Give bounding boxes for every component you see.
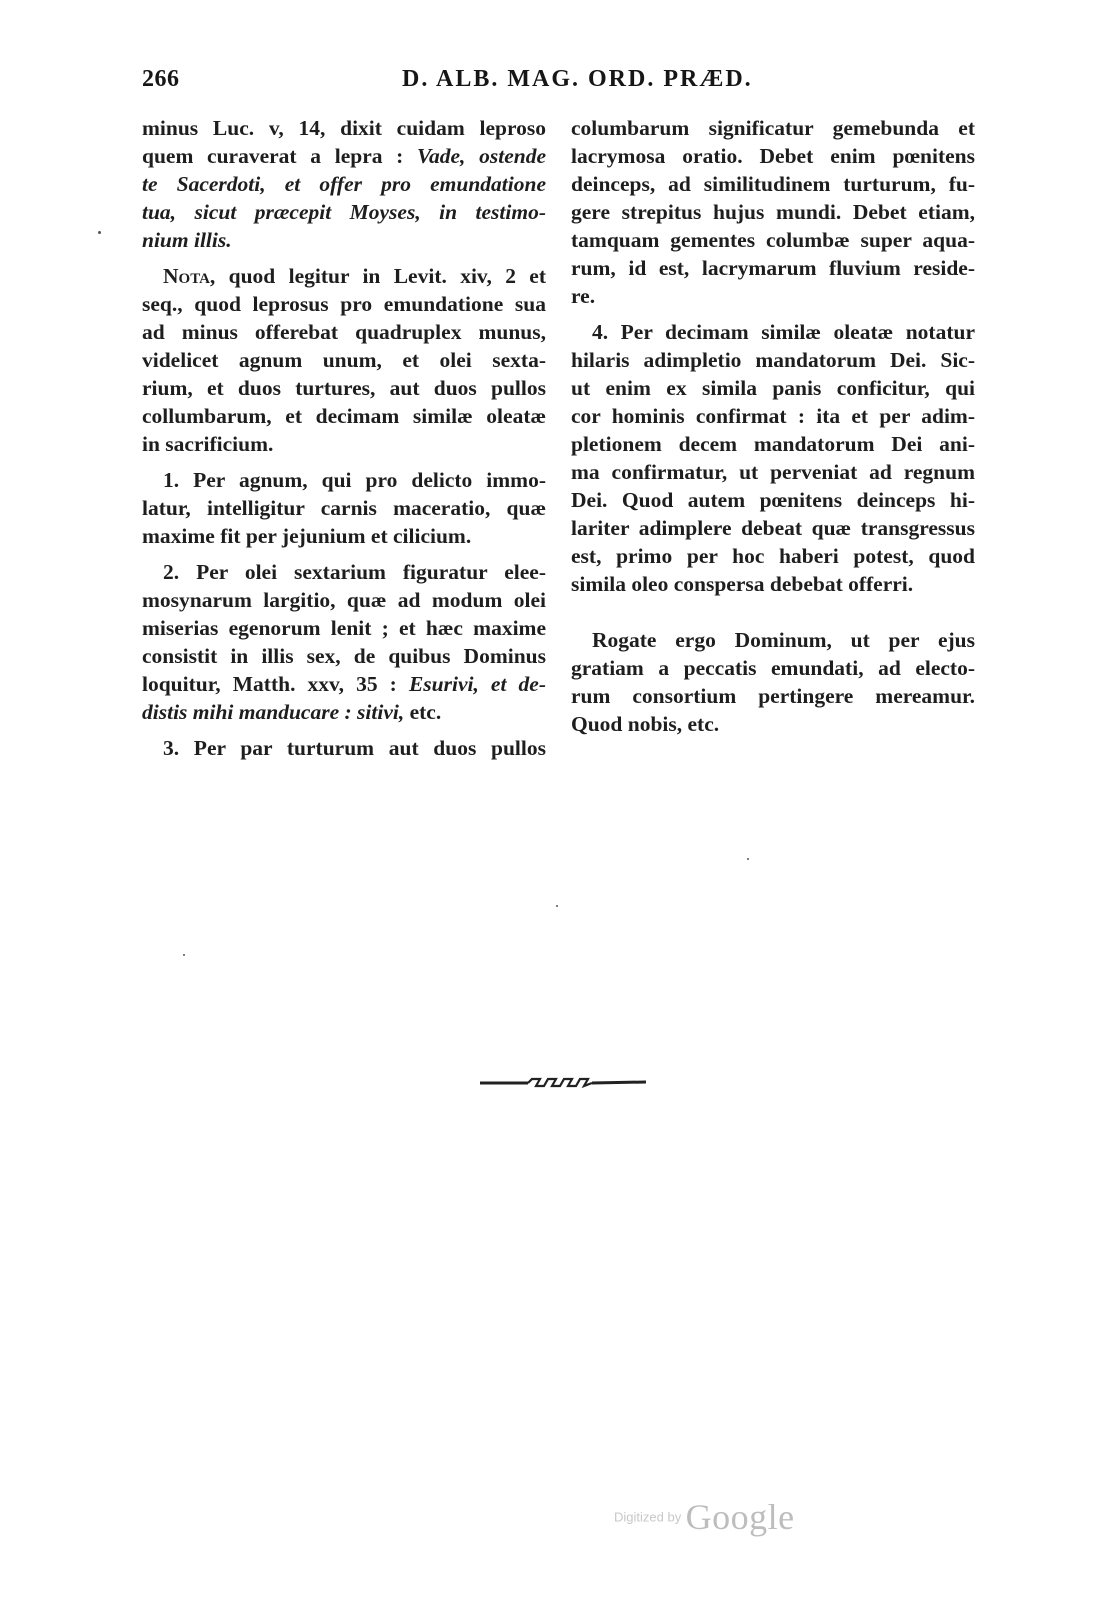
nota-label: Nota, xyxy=(163,264,216,288)
text-line: Nota, quod legitur in Levit. xiv, 2 et xyxy=(163,264,546,288)
text-line: deinceps, ad similitudinem turturum, fu- xyxy=(571,172,975,196)
text-line: rium, et duos turtures, aut duos pullos xyxy=(142,376,546,400)
text-line: latur, intelligitur carnis maceratio, quæ xyxy=(142,496,546,520)
text-line: pletionem decem mandatorum Dei ani- xyxy=(571,432,975,456)
text-line: simila oleo conspersa debebat offerri. xyxy=(571,572,914,596)
right-column xyxy=(571,114,975,738)
text-line: tua, sicut præcepit Moyses, in testimo- xyxy=(142,200,546,224)
text-line: distis mihi manducare : sitivi, etc. xyxy=(142,700,442,724)
text-line: minus Luc. v, 14, dixit cuidam leproso xyxy=(142,116,546,140)
text-line: nium illis. xyxy=(142,228,232,252)
text-line: seq., quod leprosus pro emundatione sua xyxy=(142,292,546,316)
text-line: cor hominis confirmat : ita et per adim- xyxy=(571,404,975,428)
digitized-by-google-watermark xyxy=(614,1496,795,1536)
text-line: Quod nobis, etc. xyxy=(571,712,720,736)
text-line: loquitur, Matth. xxv, 35 : Esurivi, et de- xyxy=(142,672,546,696)
text-line: rum, id est, lacrymarum fluvium reside- xyxy=(571,256,975,280)
page-header xyxy=(142,66,982,106)
text-line: 2. Per olei sextarium figuratur elee- xyxy=(163,560,546,584)
text-line: ad minus offerebat quadruplex munus, xyxy=(142,320,546,344)
text-line: gratiam a peccatis emundati, ad electo- xyxy=(571,656,975,680)
text-line: hilaris adimpletio mandatorum Dei. Sic- xyxy=(571,348,975,372)
text-line: re. xyxy=(571,284,596,308)
text-line: miserias egenorum lenit ; et hæc maxime xyxy=(142,616,546,640)
text-line: Dei. Quod autem pœnitens deinceps hi- xyxy=(571,488,975,512)
text-line: maxime fit per jejunium et cilicium. xyxy=(142,524,472,548)
watermark-prefix: Digitized by xyxy=(614,1509,682,1525)
text-line: te Sacerdoti, et offer pro emundatione xyxy=(142,172,546,196)
running-head: D. ALB. MAG. ORD. PRÆD. xyxy=(402,66,753,92)
text-line: videlicet agnum unum, et olei sexta- xyxy=(142,348,546,372)
text-line: lacrymosa oratio. Debet enim pœnitens xyxy=(571,144,975,168)
page-number: 266 xyxy=(142,66,180,92)
text-line: collumbarum, et decimam similæ oleatæ xyxy=(142,404,546,428)
left-column xyxy=(142,114,546,762)
text-line: Rogate ergo Dominum, ut per ejus xyxy=(592,628,975,652)
text-line: columbarum significatur gemebunda et xyxy=(571,116,975,140)
tailpiece-ornament xyxy=(480,1075,646,1089)
speck xyxy=(183,954,185,956)
speck xyxy=(747,858,749,860)
speck xyxy=(556,905,558,907)
text-line: 1. Per agnum, qui pro delicto immo- xyxy=(163,468,546,492)
text-line: tamquam gementes columbæ super aqua- xyxy=(571,228,975,252)
text-line: ut enim ex simila panis conficitur, qui xyxy=(571,376,975,400)
text-line: quem curaverat a lepra : Vade, ostende xyxy=(142,144,546,168)
text-line: 3. Per par turturum aut duos pullos xyxy=(163,736,546,760)
text-line: gere strepitus hujus mundi. Debet etiam, xyxy=(571,200,975,224)
text-line: est, primo per hoc haberi potest, quod xyxy=(571,544,975,568)
text-line: 4. Per decimam similæ oleatæ notatur xyxy=(592,320,975,344)
text-line: rum consortium pertingere mereamur. xyxy=(571,684,975,708)
text-line: ma confirmatur, ut perveniat ad regnum xyxy=(571,460,975,484)
text-line: in sacrificium. xyxy=(142,432,274,456)
speck xyxy=(98,231,101,234)
text-line: lariter adimplere debeat quæ transgressus xyxy=(571,516,975,540)
text-line: consistit in illis sex, de quibus Dominus xyxy=(142,644,546,668)
text-line: mosynarum largitio, quæ ad modum olei xyxy=(142,588,546,612)
watermark-brand: Google xyxy=(685,1497,795,1537)
